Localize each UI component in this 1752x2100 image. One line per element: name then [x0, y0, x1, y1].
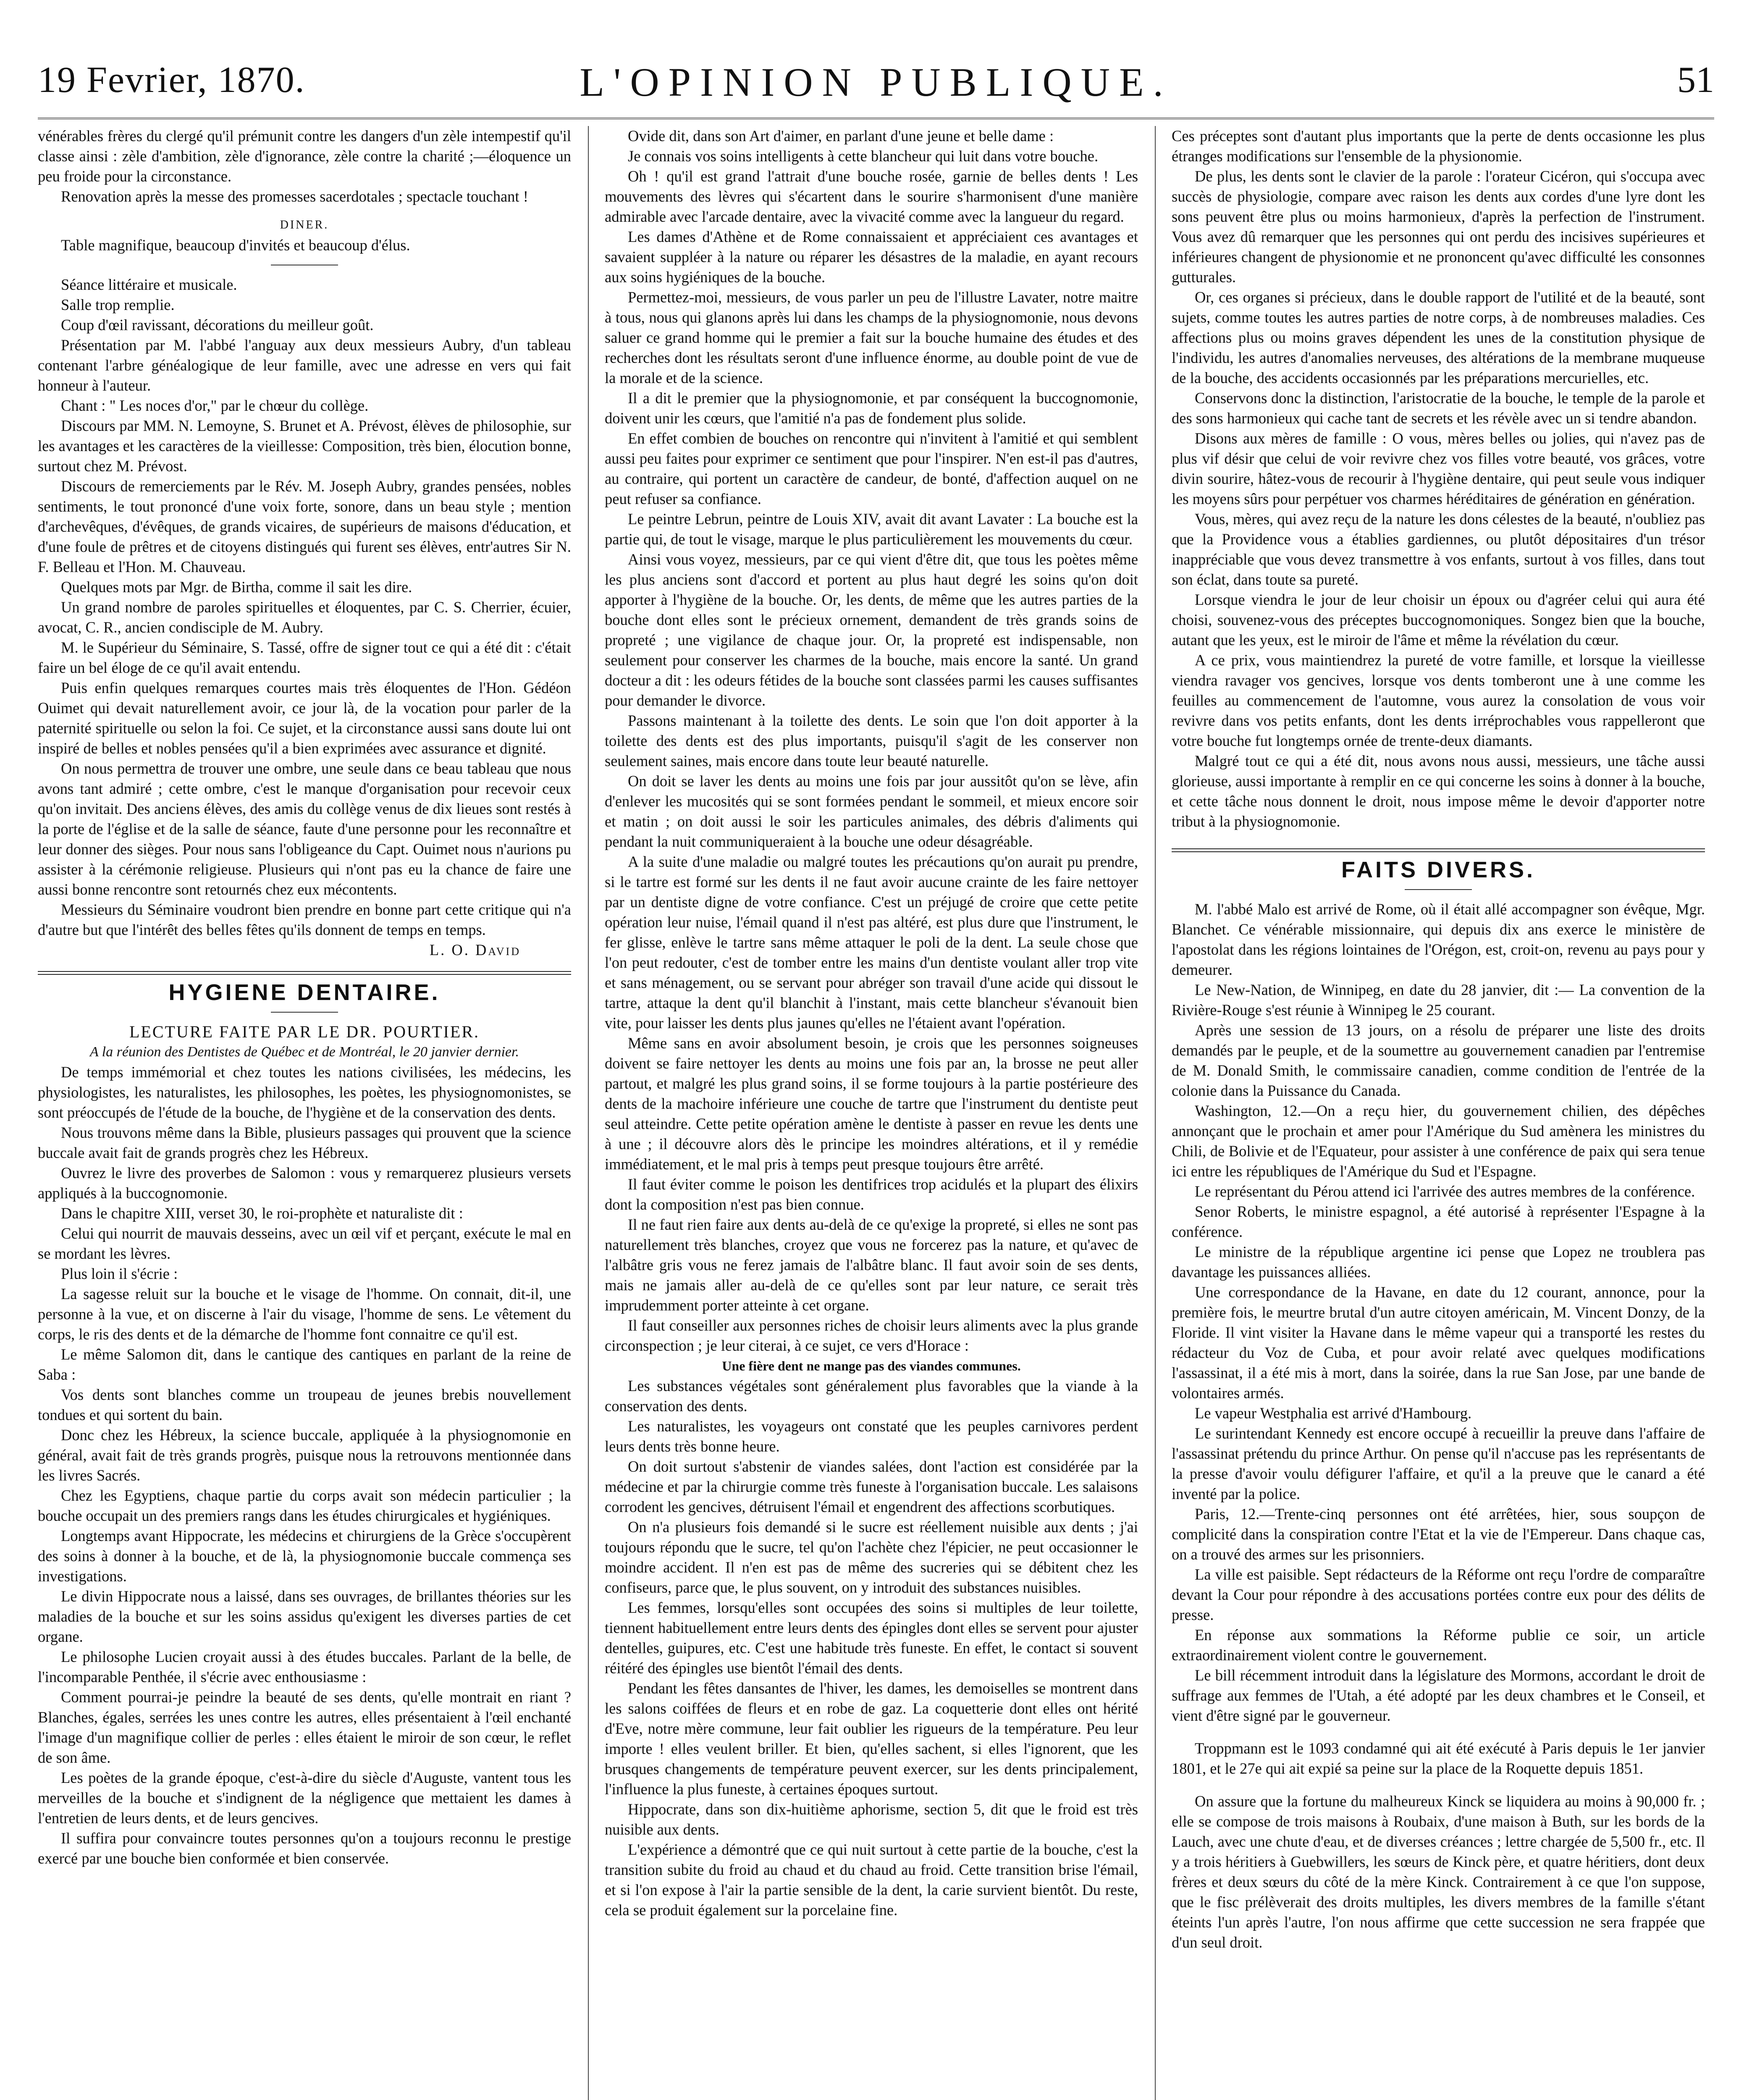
- paragraph: Séance littéraire et musicale.: [61, 276, 237, 293]
- page-number: 51: [1677, 60, 1714, 100]
- paragraph: Les poètes de la grande époque, c'est-à-dire du siècle d'Auguste, vantent tous les merveilles de la bouche et s'indignent de la négligence que mettaient les dames à l'entretien de leurs dents, et de leurs gencives.: [38, 1769, 571, 1827]
- masthead: [38, 50, 1714, 119]
- paragraph: Je connais vos soins intelligents à cette blancheur qui luit dans votre bouche.: [628, 147, 1099, 165]
- paragraph: Les naturalistes, les voyageurs ont constaté que les peuples carnivores perdent leurs dents très bonne heure.: [605, 1418, 1138, 1455]
- newspaper-title: L'OPINION PUBLIQUE.: [580, 60, 1172, 105]
- paragraph: On doit se laver les dents au moins une fois par jour aussitôt qu'on se lève, afin d'enlever les mucosités qui se sont formées pendant le sommeil, et mieux encore soir et matin ; on doit aussi le soir les particules animales, des débris d'aliments qui pendant la nuit communiqueraient à la bouche une odeur désagréable.: [605, 772, 1138, 850]
- paragraph: Puis enfin quelques remarques courtes mais très éloquentes de l'Hon. Gédéon Ouimet qui devait naturellement avoir, ce jour là, de la vocation pour parler de la paternité spirituelle ou selon la foi. Ce sujet, et la circonstance aussi sans doute lui ont inspiré de belles et nobles pensées qu'il a bien exprimées avec assurance et dignité.: [38, 679, 571, 757]
- paragraph: A la suite d'une maladie ou malgré toutes les précautions qu'on aurait pu prendre, si le tartre est formé sur les dents il ne faut avoir aucune crainte de les faire nettoyer par un dentiste digne de votre confiance. C'est un préjugé de croire que cette petite opération leur nuise, l'émail quand il n'est pas altéré, est plus dure que l'instrument, le fer glisse, enlève le tartre sans même attaquer le poli de la dent. La seule chose que l'on peut redouter, c'est de tomber entre les mains d'un dentiste voulant aller trop vite et sans ménagement, ou se servant pour abréger son travail d'une acide qui dissout le tartre, attaque la dent qu'il blanchit à l'instant, mais cette blancheur s'évanouit bien vite, pour laisser les dents plus jaunes qu'elles ne l'étaient avant l'opération.: [605, 853, 1138, 1032]
- article-dateline: A la réunion des Dentistes de Québec et de Montréal, le 20 janvier dernier.: [90, 1044, 519, 1060]
- issue-date: 19 Fevrier, 1870.: [38, 60, 305, 100]
- paragraph: L'expérience a démontré que ce qui nuit surtout à cette partie de la bouche, c'est la transition subite du froid au chaud et du chaud au froid. Cette transition brise l'émail, et si l'on expose à l'air la partie sensible de la dent, la carie survient bientôt. Du reste, cela se produit également sur la porcelaine fine.: [605, 1841, 1138, 1919]
- paragraph: Oh ! qu'il est grand l'attrait d'une bouche rosée, garnie de belles dents ! Les mouvements des lèvres qui s'écartent dans le sourire s'harmonisent d'une manière admirable avec l'arcade dentaire, avec la vivacité comme avec la langueur du regard.: [605, 168, 1138, 225]
- paragraph: Vous, mères, qui avez reçu de la nature les dons célestes de la beauté, n'oubliez pas que la Providence vous a établies gardiennes, ou plutôt dépositaires d'un trésor inappréciable que vous devez transmettre à vos enfants, surtout à vos filles, dans tout son éclat, dans toute sa pureté.: [1172, 510, 1705, 588]
- paragraph: Il ne faut rien faire aux dents au-delà de ce qu'exige la propreté, si elles ne sont pas naturellement très blanches, croyez que vous ne forcerez pas la nature, et qu'avec de l'albâtre gris vous ne ferez jamais de l'albâtre blanc. Il faut avoir soin de ses dents, mais ne jamais aller au-delà de ce qu'elles sont par leur nature, ce serait très imprudemment porter atteinte à cet organe.: [605, 1216, 1138, 1314]
- paragraph: Même sans en avoir absolument besoin, je crois que les personnes soigneuses doivent se faire nettoyer les dents au moins une fois par an, la brosse ne peut aller partout, et malgré les plus grand soins, il se forme toujours à la partie postérieure des dents de la machoire inférieure une couche de tartre que l'instrument du dentiste peut seul atteindre. Cette petite opération amène le dentiste à passer en revue les dents une à une ; il découvre alors dès le principe les moindres altérations, et il y remédie immédiatement, et le mal pris à temps peut presque toujours être arrêté.: [605, 1034, 1138, 1173]
- news-item: M. l'abbé Malo est arrivé de Rome, où il était allé accompagner son évêque, Mgr. Blanchet. Ce vénérable missionnaire, qui depuis dix ans exerce le ministère de l'apostolat dans les régions lointaines de l'Orégon, est, croit-on, revenu au pays pour y demeurer.: [1172, 900, 1705, 978]
- paragraph: Pendant les fêtes dansantes de l'hiver, les dames, les demoiselles se montrent dans les salons coiffées de fleurs et en robe de gaz. La coquetterie dont elles ont hérité d'Eve, notre mère commune, leur fait oublier les rigueurs de la température. Peu leur importe ! elles veulent briller. Et bien, qu'elles sachent, si elles l'ignorent, que les brusques changements de température peuvent exercer, sur les dents principalement, l'influence la plus funeste, à certaines époques surtout.: [605, 1680, 1138, 1798]
- paragraph: Présentation par M. l'abbé l'anguay aux deux messieurs Aubry, d'un tableau contenant l'arbre généalogique de leur famille, avec une adresse en vers qui fait honneur à l'auteur.: [38, 336, 571, 394]
- paragraph: De temps immémorial et chez toutes les nations civilisées, les médecins, les physiologistes, les naturalistes, les philosophes, les poètes, les physiognomonistes, se sont préoccupés de l'étude de la bouche, de l'hygiène et de la conservation des dents.: [38, 1063, 571, 1121]
- paragraph: Renovation après la messe des promesses sacerdotales ; spectacle touchant !: [61, 188, 528, 205]
- news-item: Senor Roberts, le ministre espagnol, a été autorisé à représenter l'Espagne à la conférence.: [1172, 1203, 1705, 1240]
- column-3: [1172, 126, 1705, 2100]
- paragraph: Le philosophe Lucien croyait aussi à des études buccales. Parlant de la belle, de l'incomparable Penthée, il s'écrie avec enthousiasme :: [38, 1648, 571, 1685]
- paragraph: Il faut conseiller aux personnes riches de choisir leurs aliments avec la plus grande circonspection ; je leur citerai, à ce sujet, ce vers d'Horace :: [605, 1317, 1138, 1354]
- divider: [38, 971, 571, 975]
- news-item: Après une session de 13 jours, on a résolu de préparer une liste des droits demandés par le peuple, et de la soumettre au gouvernement canadien par l'entremise de M. Donald Smith, le commissaire canadien, comme condition de l'entrée de la colonie dans la Puissance du Canada.: [1172, 1021, 1705, 1099]
- paragraph: Ces préceptes sont d'autant plus importants que la perte de dents occasionne les plus étranges modifications sur l'ensemble de la physionomie.: [1172, 127, 1705, 165]
- paragraph: Disons aux mères de famille : O vous, mères belles ou jolies, qui n'avez pas de plus vif désir que celui de voir revivre chez vos filles votre beauté, vos grâces, votre divin sourire, hâtez-vous de recourir à l'hygiène dentaire, qui peut seule vous indiquer les moyens sûrs pour perpétuer vos charmes héréditaires de génération en génération.: [1172, 430, 1705, 507]
- news-item: On assure que la fortune du malheureux Kinck se liquidera au moins à 90,000 fr. ; elle se compose de trois maisons à Roubaix, d'une maison à Buth, sur les bords de la Lauch, avec une chute d'eau, et de diverses créances ; lettre chargée de 5,500 fr., etc. Il y a trois héritiers à Guebwillers, les sœurs de Kinck père, et quatre héritiers, dont deux frères et deux sœurs du côté de la mère Kinck. Contrairement à ce que l'on suppose, que le fisc prélèverait des droits multiples, les divers membres de la famille s'étant éteints l'un après l'autre, l'on nous affirme que cette succession ne sera frappée que d'un seul droit.: [1172, 1793, 1705, 1951]
- paragraph: Vos dents sont blanches comme un troupeau de jeunes brebis nouvellement tondues et qui sortent du bain.: [38, 1386, 571, 1423]
- paragraph: Quelques mots par Mgr. de Birtha, comme il sait les dire.: [61, 578, 412, 596]
- paragraph: Discours de remerciements par le Rév. M. Joseph Aubry, grandes pensées, nobles sentiments, le tout prononcé d'une voix forte, sonore, dans un beau style ; mention d'archevêques, d'évêques, de grands vicaires, de supérieurs de maisons d'éducation, et d'une foule de prêtres et de citoyens distingués qui furent ses élèves, entr'autres Sir N. F. Belleau et l'Hon. M. Chauveau.: [38, 478, 571, 575]
- paragraph: On doit surtout s'abstenir de viandes salées, dont l'action est considérée par la médecine et par la chirurgie comme très funeste à l'organisation buccale. Les salaisons corrodent les gencives, détruisent l'émail et engendrent des affections scorbutiques.: [605, 1458, 1138, 1515]
- news-item: La ville est paisible. Sept rédacteurs de la Réforme ont reçu l'ordre de comparaître devant la Cour pour répondre à des accusations portées contre eux pour des délits de presse.: [1172, 1566, 1705, 1623]
- paragraph: Passons maintenant à la toilette des dents. Le soin que l'on doit apporter à la toilette des dents est des plus importants, puisqu'il s'agit de les conserver non seulement saines, mais encore dans toute leur beauté naturelle.: [605, 712, 1138, 769]
- article-title: HYGIENE DENTAIRE.: [168, 980, 441, 1005]
- paragraph: Il a dit le premier que la physiognomonie, et par conséquent la buccognomonie, doivent unir les cœurs, que l'amitié n'a pas de fondement plus solide.: [605, 389, 1138, 427]
- author-signature: L. O. David: [429, 941, 521, 958]
- paragraph: De plus, les dents sont le clavier de la parole : l'orateur Cicéron, qui s'occupa avec succès de physiologie, compare avec raison les dents aux cordes d'une lyre dont les sons peuvent être plus ou moins harmonieux, d'après la perfection de l'instrument. Vous avez dû remarquer que les personnes qui ont perdu des incisives supérieures et inférieures changent de physionomie et ne prononcent qu'avec difficulté les consonnes gutturales.: [1172, 168, 1705, 286]
- paragraph: A ce prix, vous maintiendrez la pureté de votre famille, et lorsque la vieillesse viendra ravager vos gencives, lorsque vos dents tomberont une à une comme les feuilles au commencement de l'automne, vous aurez la consolation de vous voir revivre dans vos petits enfants, dont les dents irréprochables vous rappelleront que votre bouche fut longtemps ornée de trente-deux diamants.: [1172, 651, 1705, 749]
- paragraph: Celui qui nourrit de mauvais desseins, avec un œil vif et perçant, exécute le mal en se mordant les lèvres.: [38, 1225, 571, 1262]
- paragraph: Les dames d'Athène et de Rome connaissaient et appréciaient ces avantages et savaient suppléer à la nature ou réparer les désastres de la maladie, en ayant recours aux soins hygiéniques de la bouche.: [605, 228, 1138, 286]
- paragraph: Il faut éviter comme le poison les dentifrices trop acidulés et la plupart des élixirs dont la composition n'est pas bien connue.: [605, 1176, 1138, 1213]
- paragraph: La sagesse reluit sur la bouche et le visage de l'homme. On connait, dit-il, une personne à la vue, et on discerne à l'air du visage, l'homme de sens. Le vêtement du corps, le ris des dents et de la démarche de l'homme font connaitre ce qu'il est.: [38, 1285, 571, 1343]
- column-rule: [1155, 126, 1156, 2100]
- column-2: [605, 126, 1138, 2100]
- news-item: Le surintendant Kennedy est encore occupé à recueillir la preuve dans l'affaire de l'assassinat prétendu du prince Arthur. On pense qu'il n'accuse pas les représentants de la presse d'avoir voulu défigurer l'affaire, et qu'il a la preuve que le canard a été inventé par la police.: [1172, 1425, 1705, 1502]
- column-1: [38, 126, 571, 2100]
- paragraph: Ainsi vous voyez, messieurs, par ce qui vient d'être dit, que tous les poètes même les plus anciens sont d'accord et portent au plus haut degré les soins qu'on doit apporter à l'hygiène de la bouche. Or, les dents, de même que les autres parties de la bouche dont elles sont le précieux ornement, demandent de très grands soins de propreté ; une vigilance de chaque jour. Or, la propreté est indispensable, non seulement pour conserver les charmes de la bouche, mais encore la santé. Un grand docteur a dit : les odeurs fétides de la bouche sont classées parmi les causes suffisantes pour demander le divorce.: [605, 551, 1138, 709]
- paragraph: Les femmes, lorsqu'elles sont occupées des soins si multiples de leur toilette, tiennent habituellement entre leurs dents des épingles dont elles se servent pour ajuster dentelles, guipures, etc. C'est une habitude très funeste. En effet, le contact si souvent réitéré des épingles use bientôt l'émail des dents.: [605, 1599, 1138, 1677]
- news-item: Le New-Nation, de Winnipeg, en date du 28 janvier, dit :— La convention de la Rivière-Rouge s'est réunie à Winnipeg le 25 courant.: [1172, 981, 1705, 1018]
- quotation: Une fière dent ne mange pas des viandes communes.: [722, 1358, 1021, 1373]
- paragraph: Ouvrez le livre des proverbes de Salomon : vous y remarquerez plusieurs versets appliqués à la buccognomonie.: [38, 1164, 571, 1202]
- paragraph: Donc chez les Hébreux, la science buccale, appliquée à la physiognomonie en général, avait fait de très grands progrès, puisque nous la retrouvons mentionnée dans les livres Sacrés.: [38, 1426, 571, 1484]
- paragraph: On n'a plusieurs fois demandé si le sucre est réellement nuisible aux dents ; j'ai toujours répondu que le sucre, tel qu'on l'achète chez l'épicier, ne peut occasionner le moindre accident. Il n'en est pas de même des sucreries qui se débitent chez les confiseurs, parce que, le plus souvent, on y introduit des substances nuisibles.: [605, 1518, 1138, 1596]
- news-item: Le représentant du Pérou attend ici l'arrivée des autres membres de la conférence.: [1195, 1183, 1695, 1200]
- paragraph: Malgré tout ce qui a été dit, nous avons nous aussi, messieurs, une tâche aussi glorieuse, aussi importante à remplir en ce qui concerne les soins à donner à la bouche, et cette tâche nous donnent le droit, nous impose même le devoir d'apporter notre tribut à la physiognomonie.: [1172, 752, 1705, 830]
- paragraph: Table magnifique, beaucoup d'invités et beaucoup d'élus.: [61, 236, 410, 254]
- paragraph: Lorsque viendra le jour de leur choisir un époux ou d'agréer celui qui aura été choisi, souvenez-vous des préceptes buccognomoniques. Songez bien que la bouche, autant que les yeux, est le miroir de l'âme et même la révélation du cœur.: [1172, 591, 1705, 648]
- paragraph: On nous permettra de trouver une ombre, une seule dans ce beau tableau que nous avons tant admiré ; cette ombre, c'est le manque d'organisation pour recevoir ceux qu'on invitait. Des anciens élèves, des amis du collège venus de dix lieues sont restés à la porte de l'église et de la salle de séance, faute d'une personne pour les reconnaître et leur donner des sièges. Pour nous sans l'obligeance du Capt. Ouimet nous n'aurions pu assister à la cérémonie religieuse. Plusieurs qui n'ont pas eu la chance de faire une aussi bonne rencontre sont retournés chez eux mécontents.: [38, 760, 571, 898]
- news-item: Paris, 12.—Trente-cinq personnes ont été arrêtées, hier, sous soupçon de complicité dans la conspiration contre l'Etat et la vie de l'Empereur. Dans chaque cas, on a trouvé des armes sur les prisonniers.: [1172, 1505, 1705, 1563]
- paragraph: Le divin Hippocrate nous a laissé, dans ses ouvrages, de brillantes théories sur les maladies de la bouche et sur les soins assidus qu'exigent les diverses parties de cet organe.: [38, 1588, 571, 1645]
- paragraph: M. le Supérieur du Séminaire, S. Tassé, offre de signer tout ce qui a été dit : c'était faire un bel éloge de ce qu'il avait entendu.: [38, 639, 571, 676]
- paragraph: Les substances végétales sont généralement plus favorables que la viande à la conservation des dents.: [605, 1377, 1138, 1415]
- paragraph: Discours par MM. N. Lemoyne, S. Brunet et A. Prévost, élèves de philosophie, sur les avantages et les caractères de la vieillesse: Composition, très bien, élocution bonne, surtout chez M. Prévost.: [38, 417, 571, 475]
- paragraph: Ovide dit, dans son Art d'aimer, en parlant d'une jeune et belle dame :: [628, 127, 1054, 144]
- paragraph: Chant : " Les noces d'or," par le chœur du collège.: [61, 397, 369, 414]
- paragraph: Hippocrate, dans son dix-huitième aphorisme, section 5, dit que le froid est très nuisible aux dents.: [605, 1801, 1138, 1838]
- news-item: Le ministre de la république argentine ici pense que Lopez ne troublera pas davantage les puissances alliées.: [1172, 1243, 1705, 1281]
- paragraph: Permettez-moi, messieurs, de vous parler un peu de l'illustre Lavater, notre maitre à tous, nous qui glanons après lui dans les champs de la physiognomonie, nous devons saluer ce grand homme qui le premier a fait sur la bouche humaine des études et des recherches dont les résultats seront d'une influence énorme, au double point de vue de la morale et de la science.: [605, 289, 1138, 386]
- paragraph: Dans le chapitre XIII, verset 30, le roi-prophète et naturaliste dit :: [61, 1205, 463, 1222]
- news-item: Washington, 12.—On a reçu hier, du gouvernement chilien, des dépêches annonçant que le prochain et amer pour l'Amérique du Sud amènera les ministres du Chili, de Bolivie et de l'Equateur, pour assister à une conférence de paix qui sera tenue ici entre les républiques de l'Amérique du Sud et l'Espagne.: [1172, 1102, 1705, 1180]
- news-item: Troppmann est le 1093 condamné qui ait été exécuté à Paris depuis le 1er janvier 1801, et le 27e qui ait expié sa peine sur la place de la Roquette depuis 1851.: [1172, 1740, 1705, 1777]
- paragraph: Longtemps avant Hippocrate, les médecins et chirurgiens de la Grèce s'occupèrent des soins à donner à la bouche, et de là, la physiognomonie buccale commença ses investigations.: [38, 1527, 571, 1585]
- news-item: Une correspondance de la Havane, en date du 12 courant, annonce, pour la première fois, le meurtre brutal d'un autre citoyen américain, M. Vincent Donzy, de la Floride. Il vint visiter la Havane dans le même vapeur qui a transporté les restes du rédacteur du Voz de Cuba, et pour avoir relaté avec quelques modifications l'assassinat, il a été mis à mort, dans la soirée, dans la rue San Jose, par une bande de volontaires armés.: [1172, 1284, 1705, 1402]
- section-label: DINER.: [280, 218, 329, 231]
- paragraph: Le même Salomon dit, dans le cantique des cantiques en parlant de la reine de Saba :: [38, 1346, 571, 1383]
- paragraph: vénérables frères du clergé qu'il prémunit contre les dangers d'un zèle intempestif qu'il classe ainsi : zèle d'ambition, zèle d'ignorance, zèle contre la charité ;—éloquence un peu froide pour la circonstance.: [38, 127, 571, 185]
- paragraph: Messieurs du Séminaire voudront bien prendre en bonne part cette critique qui n'a d'autre but que l'intérêt des belles fêtes qu'ils donnent de temps en temps.: [38, 901, 571, 938]
- paragraph: Salle trop remplie.: [61, 296, 175, 313]
- article-subtitle: LECTURE FAITE PAR LE DR. POURTIER.: [129, 1022, 480, 1041]
- divider: [1172, 848, 1705, 852]
- paragraph: Il suffira pour convaincre toutes personnes qu'on a toujours reconnu le prestige exercé par une bouche bien conformée et bien conservée.: [38, 1830, 571, 1867]
- news-item: En réponse aux sommations la Réforme publie ce soir, un article extraordinairement violent contre le gouvernement.: [1172, 1626, 1705, 1664]
- paragraph: Un grand nombre de paroles spirituelles et éloquentes, par C. S. Cherrier, écuier, avocat, C. R., ancien condisciple de M. Aubry.: [38, 598, 571, 636]
- paragraph: Conservons donc la distinction, l'aristocratie de la bouche, le temple de la parole et des sons harmonieux qui cache tant de secrets et les révèle avec un si tendre abandon.: [1172, 389, 1705, 427]
- paragraph: Nous trouvons même dans la Bible, plusieurs passages qui prouvent que la science buccale avait fait de grands progrès chez les Hébreux.: [38, 1124, 571, 1161]
- divider: [271, 1012, 338, 1013]
- news-item: Le bill récemment introduit dans la législature des Mormons, accordant le droit de suffrage aux femmes de l'Utah, a été adopté par les deux chambres et le Conseil, et vient d'être signé par le gouverneur.: [1172, 1667, 1705, 1724]
- section-title: FAITS DIVERS.: [1341, 857, 1536, 882]
- paragraph: Le peintre Lebrun, peintre de Louis XIV, avait dit avant Lavater : La bouche est la partie qui, de tout le visage, marque le plus particulièrement les mouvements du cœur.: [605, 510, 1138, 548]
- column-rule: [588, 126, 589, 2100]
- paragraph: Chez les Egyptiens, chaque partie du corps avait son médecin particulier ; la bouche occupait un des premiers rangs dans les études chirurgicales et hygiéniques.: [38, 1487, 571, 1524]
- paragraph: Comment pourrai-je peindre la beauté de ses dents, qu'elle montrait en riant ? Blanches, égales, serrées les unes contre les autres, elles présentaient à l'œil enchanté l'image d'un magnifique collier de perles : elles étaient le miroir de son cœur, le reflet de son âme.: [38, 1688, 571, 1766]
- paragraph: Coup d'œil ravissant, décorations du meilleur goût.: [61, 316, 374, 333]
- paragraph: Plus loin il s'écrie :: [61, 1265, 178, 1282]
- divider: [1405, 889, 1472, 890]
- news-item: Le vapeur Westphalia est arrivé d'Hambourg.: [1195, 1404, 1472, 1422]
- paragraph: Or, ces organes si précieux, dans le double rapport de l'utilité et de la beauté, sont sujets, comme toutes les autres parties de notre corps, à de nombreuses maladies. Ces affections plus ou moins graves dépendent les unes de la constitution physique de l'individu, les autres d'anomalies nerveuses, des altérations de la membrane muqueuse de la bouche, des accidents occasionnés par les préparations mercurielles, etc.: [1172, 289, 1705, 386]
- paragraph: En effet combien de bouches on rencontre qui n'invitent à l'amitié et qui semblent aussi peu faites pour exprimer ce sentiment que pour l'inspirer. N'en est-il pas d'autres, au contraire, qui portent un caractère de candeur, de bonté, d'affection auquel on ne peut refuser sa confiance.: [605, 430, 1138, 507]
